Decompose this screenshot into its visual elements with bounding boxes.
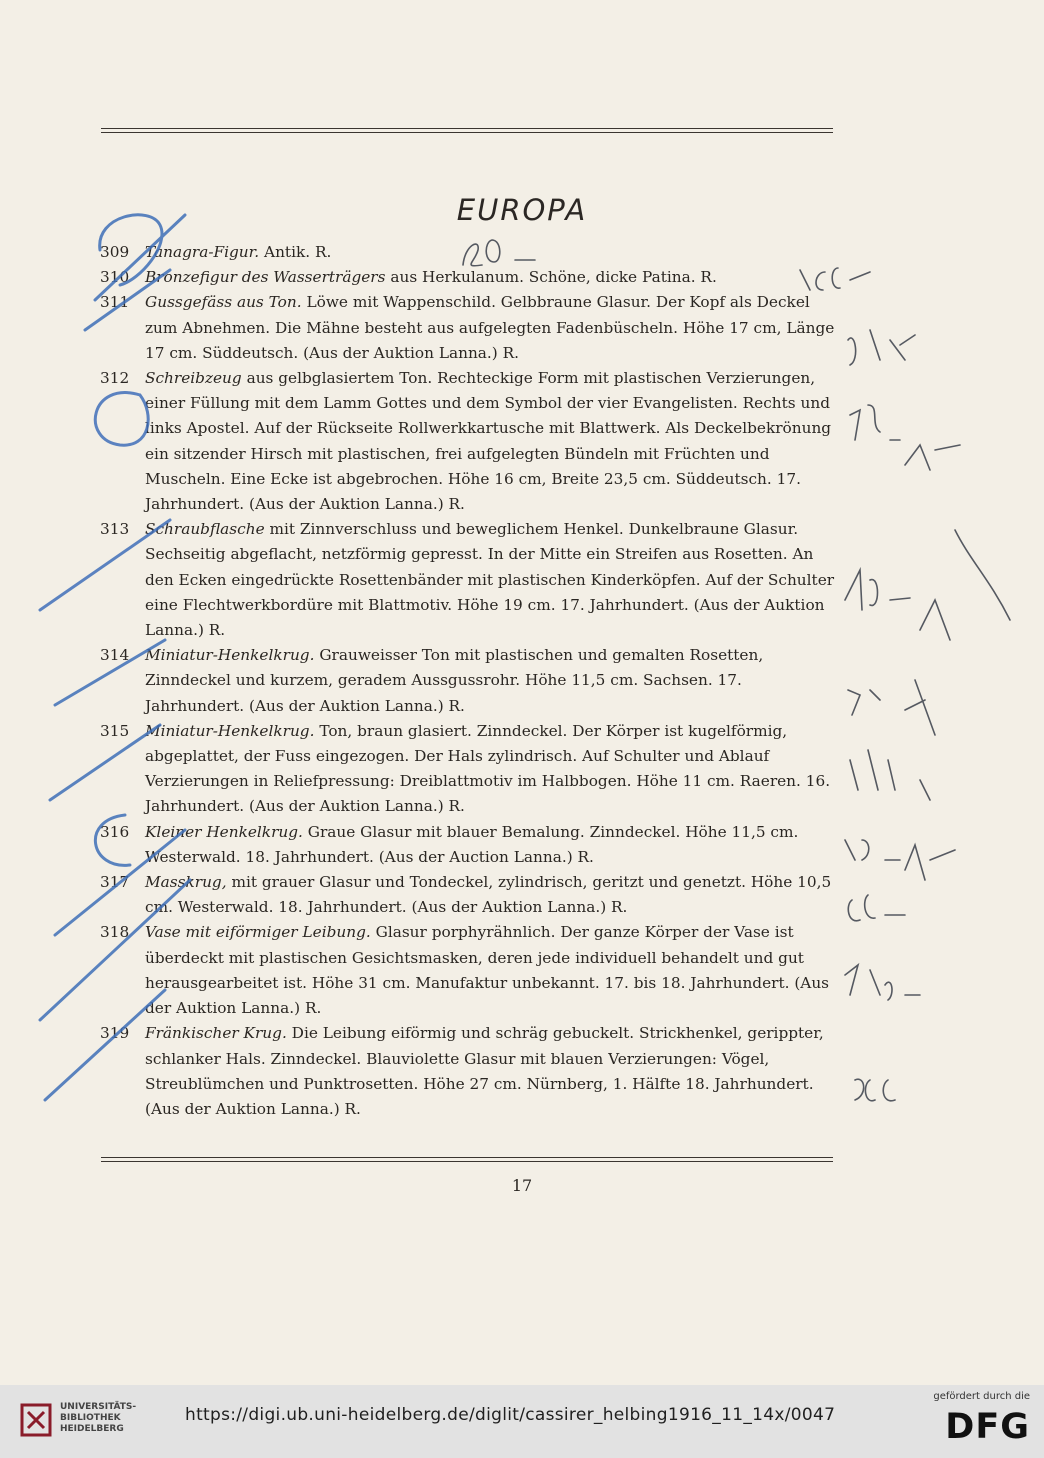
handwritten-price xyxy=(845,965,920,1000)
entry-description: aus gelbglasiertem Ton. Rechteckige Form mit plastischen Verzierungen, einer Füllung mit dem Lamm Gottes und dem Symbol der vier Evangelisten. Rechts und links Apostel. Auf der Rückseite Rollwerkkartusche mit Blattwerk. Als Deckelbekrönung ein sitzender Hirsch mit plastischen, frei aufgelegten Bündeln mit Früchten und Muscheln. Eine Ecke ist abgebrochen. Höhe 16 cm, Breite 23,5 cm. Süddeutsch. 17. Jahrhundert. (Aus der Auktion Lanna.) R. xyxy=(145,369,832,514)
entry-description: Glasur porphyrähnlich. Der ganze Körper der Vase ist überdeckt mit plastischen Gesichtsmasken, deren jede individuell behandelt und gut herausgearbeitet ist. Höhe 31 cm. Manufaktur unbekannt. 17. bis 18. Jahrhundert. (Aus der Auktion Lanna.) R. xyxy=(145,923,830,1018)
entry-title: Fränkischer Krug. xyxy=(145,1024,287,1043)
entry-list xyxy=(100,240,840,1122)
entry-title: Tanagra-Figur. xyxy=(145,243,260,261)
library-crest-icon xyxy=(20,1403,52,1437)
entry-number: 314 xyxy=(100,646,130,665)
catalog-entry xyxy=(100,719,840,820)
library-logo[interactable] xyxy=(20,1399,137,1445)
viewer-footer xyxy=(0,1385,1044,1458)
page-number: 17 xyxy=(511,1176,533,1195)
handwritten-price xyxy=(848,895,905,921)
handwritten-price xyxy=(855,1079,895,1101)
entry-number: 309 xyxy=(100,243,130,261)
catalog-entry xyxy=(100,1021,840,1122)
catalog-entry xyxy=(100,240,840,265)
section-heading: EUROPA xyxy=(456,193,588,227)
entry-number: 318 xyxy=(100,923,130,942)
handwritten-price xyxy=(845,570,950,640)
catalog-entry xyxy=(100,265,840,290)
handwritten-price xyxy=(848,330,915,365)
handwritten-price xyxy=(845,840,955,880)
library-name-line: UNIVERSITÄTS- xyxy=(60,1402,137,1412)
handwritten-price xyxy=(850,750,930,800)
entry-title: Bronzefigur des Wasserträgers xyxy=(145,268,386,287)
catalog-entry xyxy=(100,920,840,1021)
entry-description: Die Leibung eiförmig und schräg gebuckelt. Strickhenkel, gerippter, schlanker Hals. Zinndeckel. Blauviolette Glasur mit blauen Verzierungen: Vögel, Streublümchen und Punktrosetten. Höhe 27 cm. Nürnberg, 1. Hälfte 18. Jahrhundert. (Aus der Auktion Lanna.) R. xyxy=(145,1024,824,1118)
entry-title: Schreibzeug xyxy=(145,369,242,388)
entry-number: 312 xyxy=(100,369,130,388)
entry-description: mit Zinnverschluss und beweglichem Henkel. Dunkelbraune Glasur. Sechseitig abgeflacht, netzförmig gepresst. In der Mitte ein Streifen aus Rosetten. An den Ecken eingedrückte Rosettenbänder mit plastischen Kinderköpfen. Auf der Schulter eine Flechtwerkbordüre mit Blattmotiv. Höhe 19 cm. 17. Jahrhundert. (Aus der Auktion Lanna.) R. xyxy=(145,520,835,640)
catalog-entry xyxy=(100,366,840,517)
catalog-entry xyxy=(100,290,840,366)
entry-title: Miniatur-Henkelkrug. xyxy=(145,646,315,665)
entry-number: 315 xyxy=(100,721,130,740)
entry-title: Miniatur-Henkelkrug. xyxy=(145,721,315,740)
entry-description: Antik. R. xyxy=(259,243,332,261)
handwritten-note xyxy=(955,530,1010,620)
entry-title: Schraubflasche xyxy=(145,520,265,539)
library-name-line: BIBLIOTHEK xyxy=(60,1413,121,1423)
entry-description: Graue Glasur mit blauer Bemalung. Zinndeckel. Höhe 11,5 cm. Westerwald. 18. Jahrhundert. (Aus der Auction Lanna.) R. xyxy=(145,822,799,866)
entry-title: Vase mit eiförmiger Leibung. xyxy=(145,923,371,942)
funding-label: gefördert durch die xyxy=(933,1391,1030,1402)
top-rule xyxy=(101,128,833,133)
entry-number: 319 xyxy=(100,1024,130,1043)
entry-number: 313 xyxy=(100,520,130,539)
entry-title: Masskrug, xyxy=(145,873,227,892)
bottom-rule xyxy=(101,1157,833,1162)
entry-number: 310 xyxy=(100,268,130,287)
catalog-entry xyxy=(100,643,840,719)
entry-title: Gussgefäss aus Ton. xyxy=(145,293,302,312)
catalog-entry xyxy=(100,820,840,870)
permalink-url[interactable]: https://digi.ub.uni-heidelberg.de/diglit/cassirer_helbing1916_11_14x/0047 xyxy=(185,1405,836,1425)
handwritten-price xyxy=(850,405,960,470)
entry-number: 316 xyxy=(100,822,130,841)
catalog-entry xyxy=(100,517,840,643)
catalog-entry xyxy=(100,870,840,920)
entry-number: 311 xyxy=(100,293,130,312)
handwritten-price xyxy=(848,680,935,735)
entry-description: Grauweisser Ton mit plastischen und gemalten Rosetten, Zinndeckel und kurzem, geradem Aussgussrohr. Höhe 11,5 cm. Sachsen. 17. Jahrhundert. (Aus der Auktion Lanna.) R. xyxy=(145,646,764,715)
entry-description: mit grauer Glasur und Tondeckel, zylindrisch, geritzt und genetzt. Höhe 10,5 cm. Westerwald. 18. Jahrhundert. (Aus der Auktion Lanna.) R. xyxy=(145,873,832,917)
dfg-logo[interactable]: DFG xyxy=(945,1407,1030,1447)
entry-description: Löwe mit Wappenschild. Gelbbraune Glasur. Der Kopf als Deckel zum Abnehmen. Die Mähne besteht aus aufgelegten Fadenbüscheln. Höhe 17 cm, Länge 17 cm. Süddeutsch. (Aus der Auktion Lanna.) R. xyxy=(145,293,835,362)
entry-title: Kleiner Henkelkrug. xyxy=(145,822,303,841)
entry-description: aus Herkulanum. Schöne, dicke Patina. R. xyxy=(385,268,717,287)
library-name xyxy=(60,1402,136,1435)
entry-description: Ton, braun glasiert. Zinndeckel. Der Körper ist kugelförmig, abgeplattet, der Fuss eingezogen. Der Hals zylindrisch. Auf Schulter und Ablauf Verzierungen in Reliefpressung: Dreiblattmotiv im Halbbogen. Höhe 11 cm. Raeren. 16. Jahrhundert. (Aus der Auktion Lanna.) R. xyxy=(145,721,831,816)
library-name-line: HEIDELBERG xyxy=(60,1424,124,1434)
entry-number: 317 xyxy=(100,873,130,892)
